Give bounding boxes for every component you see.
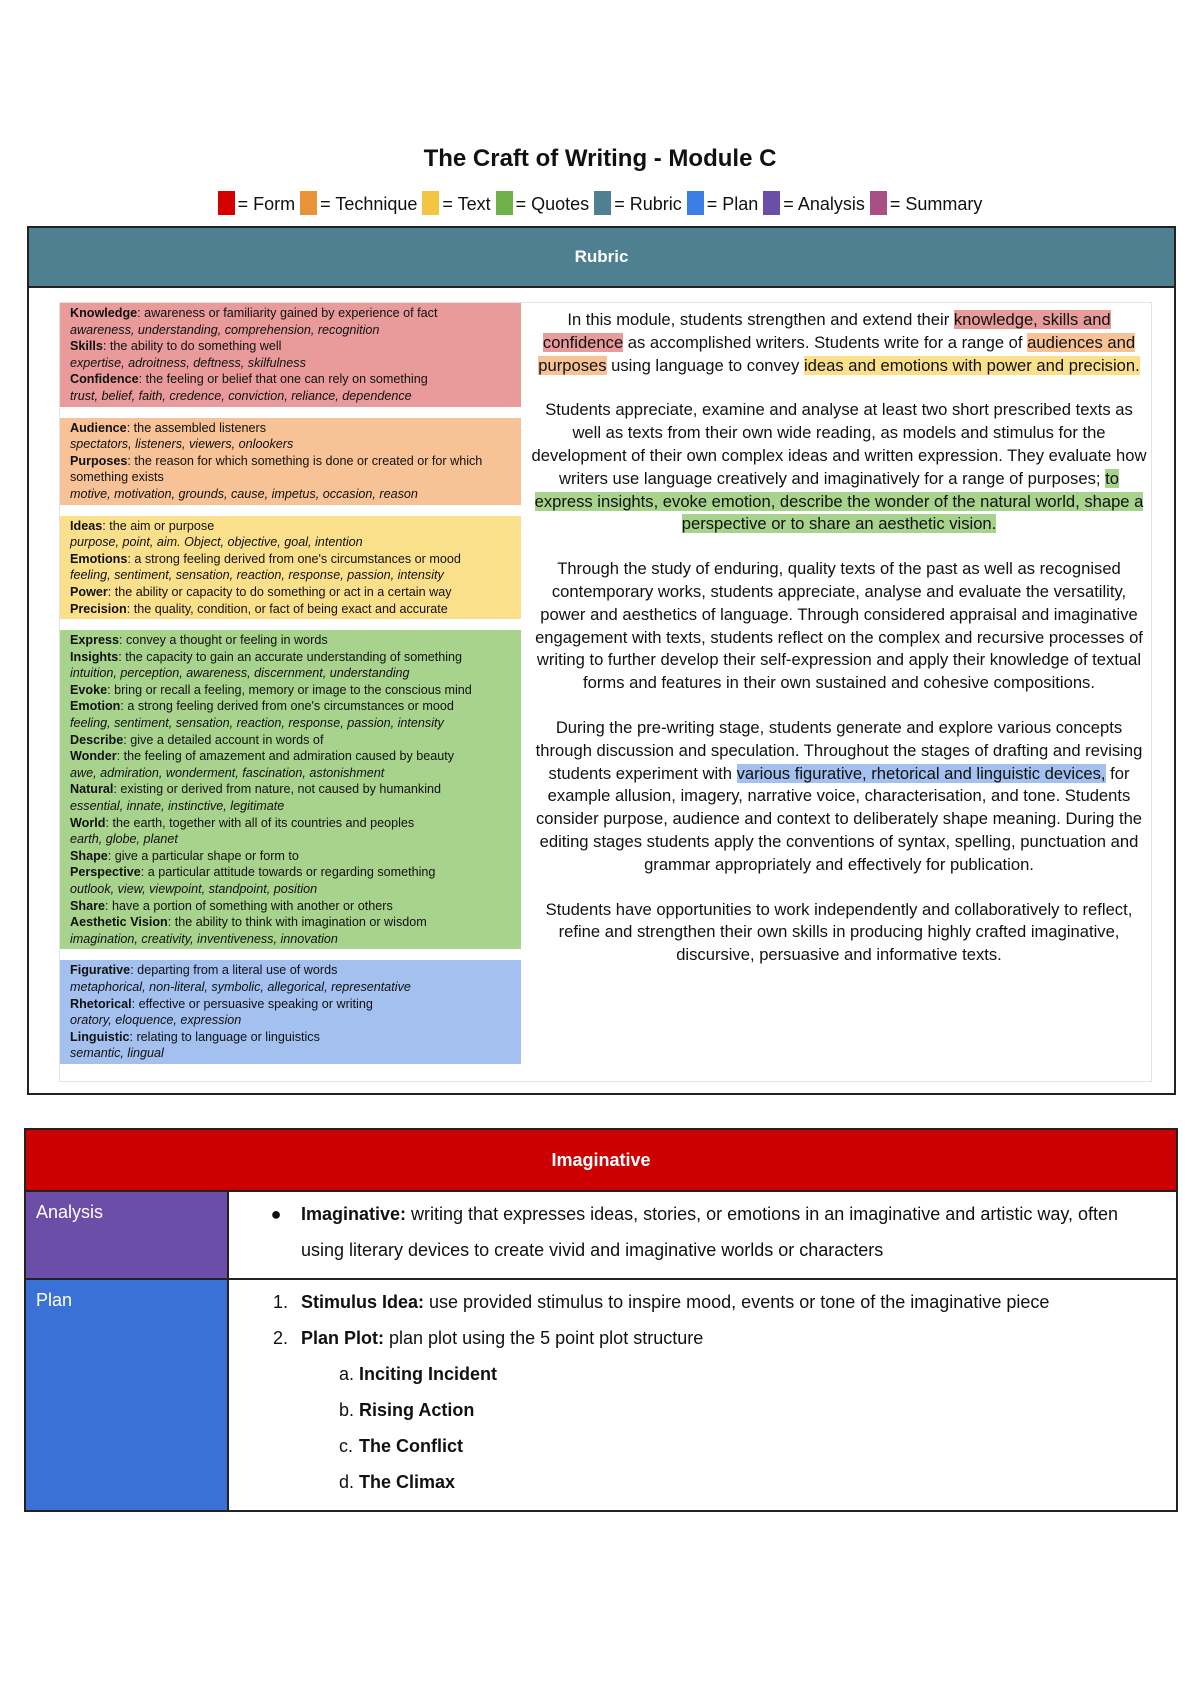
- legend-swatch: [422, 191, 439, 215]
- definition-term: Precision: [70, 601, 127, 616]
- definition-line: [70, 914, 511, 931]
- definition-term: Evoke: [70, 682, 108, 697]
- sub-list-letter: a.: [339, 1364, 355, 1384]
- bullet-text: [301, 1196, 1156, 1268]
- definition-line: [70, 898, 511, 915]
- definition-synonyms: expertise, adroitness, deftness, skilfulness: [70, 355, 306, 370]
- definition-term: Natural: [70, 782, 114, 797]
- definition-text: : the ability or capacity to do something or act in a certain way: [107, 584, 452, 599]
- definition-text: : the feeling of amazement and admiration caused by beauty: [116, 749, 455, 764]
- definition-text: : relating to language or linguistics: [129, 1029, 320, 1044]
- definition-line: [70, 815, 511, 832]
- sub-list-text: The Conflict: [359, 1436, 463, 1456]
- legend-item-quotes: [496, 191, 590, 215]
- legend-label: = Text: [442, 194, 491, 214]
- legend-label: = Technique: [320, 194, 418, 214]
- list-text: [301, 1320, 703, 1356]
- rubric-paragraph-5: Students have opportunities to work independently and collaboratively to reflect, refine and strengthen their own skills in producing highly crafted imaginative, discursive, persuasive and informative texts.: [545, 899, 1133, 965]
- definitions-column: [60, 303, 521, 1075]
- definition-term: Confidence: [70, 372, 139, 387]
- definition-line: [70, 584, 511, 601]
- definition-synonyms: outlook, view, viewpoint, standpoint, position: [70, 882, 318, 896]
- legend-item-plan: [687, 191, 759, 215]
- rubric-header: Rubric: [29, 228, 1174, 288]
- definition-term: Emotions: [70, 551, 128, 566]
- definition-text: : the ability to think with imagination or wisdom: [167, 915, 427, 930]
- bullet-body: writing that expresses ideas, stories, or emotions in an imaginative and artistic way, often using literary devices to create vivid and imaginative worlds or characters: [301, 1204, 1119, 1260]
- legend-swatch: [300, 191, 317, 215]
- list-body: use provided stimulus to inspire mood, events or tone of the imaginative piece: [424, 1292, 1050, 1312]
- definition-term: Audience: [70, 420, 127, 435]
- definition-line: [70, 1029, 511, 1046]
- definition-term: Emotion: [70, 699, 121, 714]
- definition-term: Ideas: [70, 518, 103, 533]
- highlight-red: knowledge, skills and confidence: [542, 310, 1111, 352]
- highlight-yellow: ideas and emotions with power and precision.: [803, 355, 1140, 375]
- definition-text: : existing or derived from nature, not caused by humankind: [113, 782, 442, 797]
- legend-swatch: [218, 191, 235, 215]
- definition-text: : convey a thought or feeling in words: [119, 633, 328, 648]
- rubric-paragraph-3: Through the study of enduring, quality texts of the past as well as recognised contemporary works, students appreciate, analyse and evaluate the versatility, power and aesthetics of language. Through considered appraisal and imaginative engagement with texts, students reflect on the complex and recursive processes of writing to further develop their self-expression and apply their knowledge of textual forms and features in their own sustained and cohesive compositions.: [535, 559, 1143, 693]
- definitions-green: [60, 630, 521, 949]
- analysis-content: [228, 1191, 1177, 1279]
- definition-term: Insights: [70, 649, 119, 664]
- rubric-content: [59, 302, 1152, 1082]
- list-number: 2.: [273, 1328, 289, 1348]
- definition-text: : effective or persuasive speaking or writing: [131, 996, 373, 1011]
- definition-synonyms: imagination, creativity, inventiveness, innovation: [70, 931, 338, 946]
- definition-synonyms: earth, globe, planet: [70, 832, 178, 847]
- definition-text: : the feeling or belief that one can rely on something: [138, 372, 428, 387]
- definition-line: [70, 848, 511, 865]
- definition-term: Wonder: [70, 749, 117, 764]
- list-term: Stimulus Idea:: [301, 1292, 425, 1312]
- legend-label: = Analysis: [783, 194, 865, 214]
- rubric-paragraphs: [529, 309, 1149, 989]
- legend-label: = Plan: [706, 194, 759, 214]
- legend-label: = Quotes: [515, 194, 590, 214]
- rubric-paragraph-4: [529, 717, 1149, 877]
- color-legend: [0, 191, 1200, 215]
- definition-line: [70, 420, 511, 437]
- imaginative-table: [24, 1128, 1178, 1512]
- legend-swatch: [594, 191, 611, 215]
- list-body: plan plot using the 5 point plot structure: [384, 1328, 704, 1348]
- definition-synonyms: feeling, sentiment, sensation, reaction, response, passion, intensity: [70, 568, 444, 583]
- definition-line: [70, 962, 511, 979]
- definition-line: [70, 698, 511, 715]
- rubric-section: [27, 226, 1176, 1095]
- definition-text: : give a particular shape or form to: [107, 848, 299, 863]
- definition-term: Perspective: [70, 865, 141, 880]
- legend-item-text: [422, 191, 490, 215]
- definition-term: Share: [70, 898, 106, 913]
- definition-text: : departing from a literal use of words: [130, 963, 338, 978]
- legend-swatch: [496, 191, 513, 215]
- sub-list-letter: c.: [339, 1436, 354, 1456]
- definition-line: [70, 781, 511, 798]
- definition-line: [70, 632, 511, 649]
- definition-term: Describe: [70, 732, 124, 747]
- highlight-orange: audiences and purposes: [538, 332, 1136, 375]
- definition-line: [70, 305, 511, 322]
- rubric-paragraph-1: [529, 309, 1149, 377]
- legend-item-analysis: [763, 191, 865, 215]
- legend-item-form: [218, 191, 296, 215]
- rubric-paragraph-2: [529, 399, 1149, 536]
- definition-text: : the quality, condition, or fact of being exact and accurate: [126, 601, 448, 616]
- definition-text: : the capacity to gain an accurate understanding of something: [118, 649, 463, 664]
- definition-term: Figurative: [70, 963, 131, 978]
- definition-synonyms: purpose, point, aim. Object, objective, goal, intention: [70, 535, 363, 550]
- text-span: for example allusion, imagery, narrative voice, characterisation, and tone. Students consider purpose, audience and context to deliberately shape meaning. During the editing stages students apply the conventions of syntax, spelling, punctuation and grammar appropriately and effectively for publication.: [535, 763, 1143, 874]
- definitions-yellow: [60, 516, 521, 620]
- legend-swatch: [687, 191, 704, 215]
- definition-text: : give a detailed account in words of: [123, 732, 324, 747]
- text-span: During the pre-writing stage, students generate and explore various concepts through discussion and speculation. Throughout the stages of drafting and revising students experiment with: [535, 717, 1143, 783]
- sub-list-item: [251, 1428, 1156, 1464]
- text-span: Students appreciate, examine and analyse at least two short prescribed texts as well as texts from their own wide reading, as models and stimulus for the development of their own complex ideas and written expression. They evaluate how writers use language creatively and imaginatively for a range of purposes;: [531, 400, 1147, 488]
- definition-synonyms: motive, motivation, grounds, cause, impetus, occasion, reason: [70, 486, 418, 501]
- plan-label: Plan: [25, 1279, 228, 1511]
- definition-term: Shape: [70, 848, 108, 863]
- definition-line: [70, 453, 511, 486]
- definition-text: : awareness or familiarity gained by experience of fact: [137, 306, 438, 320]
- definition-line: [70, 732, 511, 749]
- definition-text: : the aim or purpose: [102, 518, 215, 533]
- definition-synonyms: awareness, understanding, comprehension, recognition: [70, 322, 380, 337]
- definition-text: : a particular attitude towards or regarding something: [140, 865, 436, 880]
- legend-item-rubric: [594, 191, 682, 215]
- highlight-blue: various figurative, rhetorical and linguistic devices,: [736, 763, 1106, 783]
- sub-list-text: Rising Action: [359, 1400, 475, 1420]
- definition-text: : the ability to do something well: [102, 339, 282, 354]
- definitions-blue: [60, 960, 521, 1064]
- definition-text: : a strong feeling derived from one's circumstances or mood: [127, 551, 461, 566]
- sub-list-letter: b.: [339, 1400, 355, 1420]
- list-item: [251, 1320, 1156, 1356]
- definition-term: Knowledge: [70, 306, 138, 320]
- text-span: as accomplished writers. Students write for a range of: [623, 332, 1028, 352]
- sub-list-item: [251, 1356, 1156, 1392]
- bullet-icon: ●: [270, 1204, 282, 1224]
- plan-content: [228, 1279, 1177, 1511]
- legend-label: = Rubric: [614, 194, 682, 214]
- sub-list-item: [251, 1464, 1156, 1500]
- definition-term: Aesthetic Vision: [70, 915, 168, 930]
- list-item: [251, 1284, 1156, 1320]
- definition-term: Power: [70, 584, 108, 599]
- definition-term: Purposes: [70, 453, 128, 468]
- definition-line: [70, 864, 511, 881]
- sub-list-text: Inciting Incident: [359, 1364, 497, 1384]
- list-number: 1.: [273, 1292, 289, 1312]
- text-span: In this module, students strengthen and extend their: [567, 310, 954, 329]
- list-item: [251, 1196, 1156, 1268]
- definition-synonyms: feeling, sentiment, sensation, reaction, response, passion, intensity: [70, 716, 444, 731]
- analysis-label: Analysis: [25, 1191, 228, 1279]
- definition-synonyms: awe, admiration, wonderment, fascination, astonishment: [70, 765, 385, 780]
- definition-line: [70, 371, 511, 388]
- legend-label: = Form: [237, 194, 296, 214]
- definition-term: Linguistic: [70, 1029, 130, 1044]
- definition-term: Skills: [70, 339, 103, 354]
- definition-synonyms: semantic, lingual: [70, 1046, 164, 1061]
- definition-line: [70, 996, 511, 1013]
- list-term: Plan Plot:: [301, 1328, 385, 1348]
- legend-label: = Summary: [889, 194, 983, 214]
- list-text: [301, 1284, 1049, 1320]
- definition-text: : have a portion of something with another or others: [105, 898, 393, 913]
- definition-synonyms: metaphorical, non-literal, symbolic, allegorical, representative: [70, 979, 411, 994]
- legend-item-summary: [870, 191, 983, 215]
- definition-synonyms: intuition, perception, awareness, discernment, understanding: [70, 666, 410, 681]
- definitions-orange: [60, 418, 521, 505]
- text-span: using language to convey: [606, 355, 804, 375]
- definition-line: [70, 338, 511, 355]
- definition-term: Rhetorical: [70, 996, 132, 1011]
- legend-swatch: [763, 191, 780, 215]
- definition-term: Express: [70, 633, 120, 648]
- legend-swatch: [870, 191, 887, 215]
- definition-line: [70, 748, 511, 765]
- definition-text: : the assembled listeners: [126, 420, 266, 435]
- definition-synonyms: trust, belief, faith, credence, conviction, reliance, dependence: [70, 388, 412, 403]
- sub-list-text: The Climax: [359, 1472, 456, 1492]
- definition-synonyms: spectators, listeners, viewers, onlookers: [70, 437, 294, 452]
- definition-text: : the earth, together with all of its countries and peoples: [105, 815, 415, 830]
- definitions-red: [60, 303, 521, 407]
- definition-line: [70, 551, 511, 568]
- definition-synonyms: oratory, eloquence, expression: [70, 1013, 242, 1028]
- highlight-green: to express insights, evoke emotion, describe the wonder of the natural world, shape a perspective or to share an aesthetic vision.: [534, 468, 1144, 534]
- definition-line: [70, 682, 511, 699]
- legend-item-technique: [300, 191, 417, 215]
- definition-line: [70, 601, 511, 618]
- sub-list-item: [251, 1392, 1156, 1428]
- definition-text: : the reason for which something is done or created or for which something exists: [70, 453, 483, 485]
- page-title: The Craft of Writing - Module C: [423, 145, 777, 172]
- sub-list-letter: d.: [339, 1472, 355, 1492]
- definition-text: : a strong feeling derived from one's circumstances or mood: [120, 699, 454, 714]
- definition-line: [70, 518, 511, 535]
- imaginative-header: Imaginative: [25, 1129, 1177, 1191]
- definition-synonyms: essential, innate, instinctive, legitimate: [70, 799, 285, 814]
- definition-line: [70, 649, 511, 666]
- definition-text: : bring or recall a feeling, memory or image to the conscious mind: [107, 682, 472, 697]
- bullet-term: Imaginative:: [301, 1204, 407, 1224]
- definition-term: World: [70, 815, 106, 830]
